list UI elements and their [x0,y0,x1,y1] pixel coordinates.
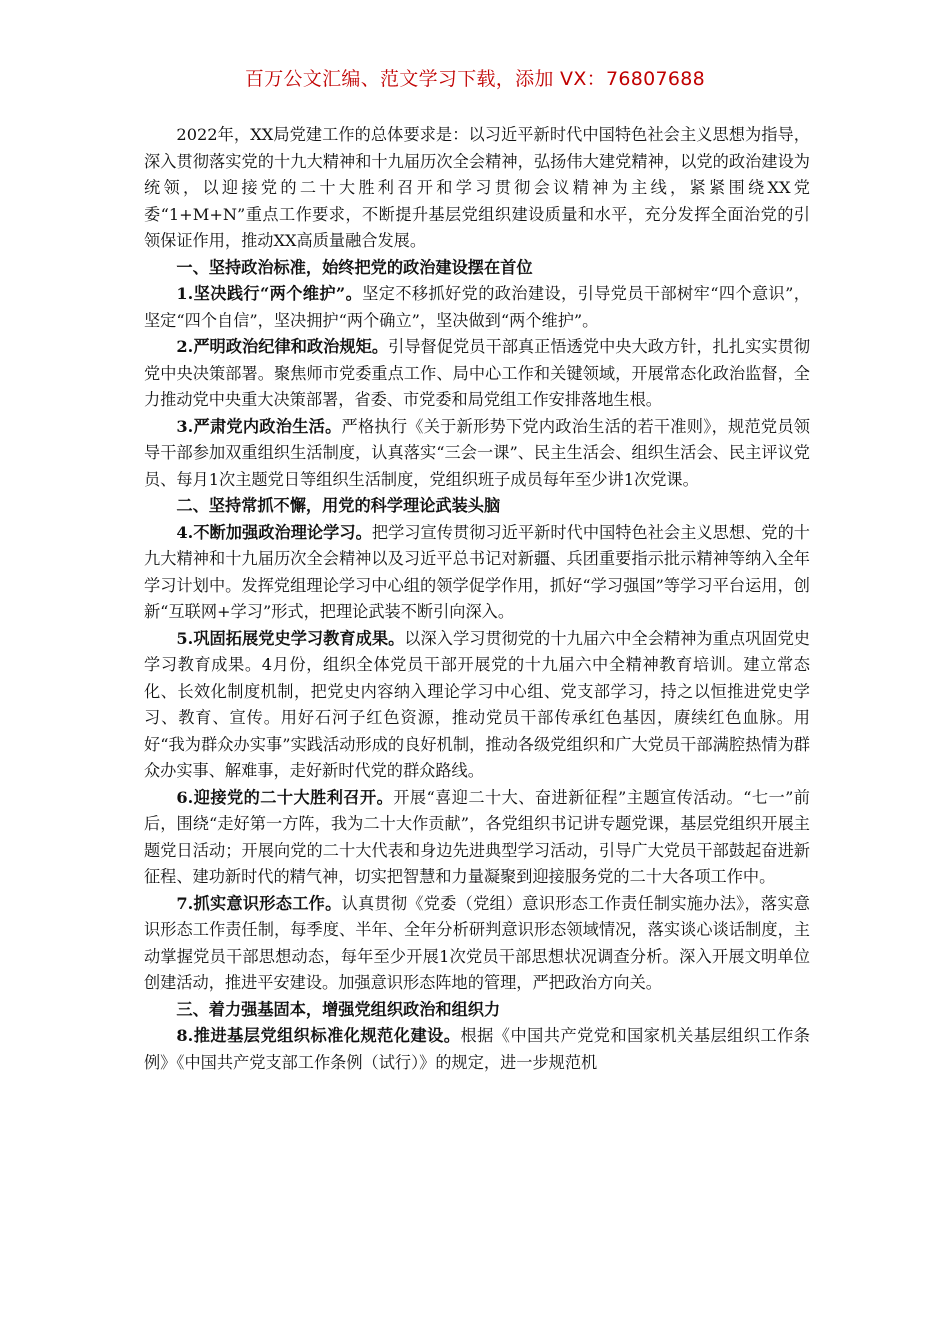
paragraph-7 [144,891,810,997]
paragraph-7-lead: 7.抓实意识形态工作。 [176,893,342,913]
paragraph-6 [144,785,810,891]
paragraph-6-lead: 6.迎接党的二十大胜利召开。 [176,787,394,807]
paragraph-5-lead: 5.巩固拓展党史学习教育成果。 [176,628,405,648]
paragraph-8-body: 根据《中国共产党党和国家机关基层组织工作条例》《中国共产党支部工作条例（试行）》的规定，进一步规范机 [144,1026,810,1072]
paragraph-6-body: 开展“喜迎二十大、奋进新征程”主题宣传活动。“七一”前后，围绕“走好第一方阵，我为二十大作贡献”，各党组织书记讲专题党课，基层党组织开展主题党日活动；开展向党的二十大代表和身边先进典型学习活动，引导广大党员干部鼓起奋进新征程、建功新时代的精气神，切实把智慧和力量凝聚到迎接服务党的二十大各项工作中。 [144,787,810,886]
intro-paragraph: 2022年，XX局党建工作的总体要求是：以习近平新时代中国特色社会主义思想为指导，深入贯彻落实党的十九大精神和十九届历次全会精神，弘扬伟大建党精神，以党的政治建设为统领，以迎接党的二十大胜利召开和学习贯彻会议精神为主线，紧紧围绕XX党委“1+M+N”重点工作要求，不断提升基层党组织建设质量和水平，充分发挥全面治党的引领保证作用，推动XX高质量融合发展。 [144,125,810,250]
section-heading-1: 一、坚持政治标准，始终把党的政治建设摆在首位 [176,257,533,277]
paragraph-5-body: 以深入学习贯彻党的十九届六中全会精神为重点巩固党史学习教育成果。4月份，组织全体党员干部开展党的十九届六中全精神教育培训。建立常态化、长效化制度机制，把党史内容纳入理论学习中心组、党支部学习，持之以恒推进党史学习、教育、宣传。用好石河子红色资源，推动党员干部传承红色基因，赓续红色血脉。用好“我为群众办实事”实践活动形成的良好机制，推动各级党组织和广大党员干部满腔热情为群众办实事、解难事，走好新时代党的群众路线。 [144,628,810,780]
paragraph-1-body: 坚定不移抓好党的政治建设，引导党员干部树牢“四个意识”，坚定“四个自信”，坚决拥护“两个确立”，坚决做到“两个维护”。 [144,284,810,330]
paragraph-3-body: 严格执行《关于新形势下党内政治生活的若干准则》，规范党员领导干部参加双重组织生活制度，认真落实“三会一课”、民主生活会、组织生活会、民主评议党员、每月1次主题党日等组织生活制度，党组织班子成员每年至少讲1次党课。 [144,416,810,489]
paragraph-4-lead: 4.不断加强政治理论学习。 [176,522,372,542]
paragraph-3 [144,414,810,494]
paragraph-4-body: 把学习宣传贯彻习近平新时代中国特色社会主义思想、党的十九大精神和十九届历次全会精神以及习近平总书记对新疆、兵团重要指示批示精神等纳入全年学习计划中。发挥党组理论学习中心组的领学促学作用，抓好“学习强国”等学习平台运用，创新“互联网+学习”形式，把理论武装不断引向深入。 [144,522,810,621]
paragraph-8-lead: 8.推进基层党组织标准化规范化建设。 [176,1026,461,1045]
section-heading-3: 三、着力强基固本，增强党组织政治和组织力 [176,999,501,1019]
paragraph-1 [144,281,810,334]
paragraph-5 [144,626,810,785]
paragraph-7-body: 认真贯彻《党委（党组）意识形态工作责任制实施办法》，落实意识形态工作责任制，每季度、半年、全年分析研判意识形态领域情况，落实谈心谈话制度，主动掌握党员干部思想动态，每年至少开展1次党员干部思想状况调查分析。深入开展文明单位创建活动，推进平安建设。加强意识形态阵地的管理，严把政治方向关。 [144,893,810,992]
document-body [144,122,810,1076]
paragraph-2-lead: 2.严明政治纪律和政治规矩。 [176,337,389,356]
paragraph-8 [144,1023,810,1076]
paragraph-1-lead: 1.坚决践行“两个维护”。 [176,284,363,303]
header-banner: 百万公文汇编、范文学习下载，添加 VX：76807688 [244,68,706,90]
paragraph-3-lead: 3.严肃党内政治生活。 [176,416,342,436]
paragraph-2-body: 引导督促党员干部真正悟透党中央大政方针，扎扎实实贯彻党中央决策部署。聚焦师市党委重点工作、局中心工作和关键领域，开展常态化政治监督，全力推动党中央重大决策部署，省委、市党委和局党组工作安排落地生根。 [144,337,811,409]
section-heading-2: 二、坚持常抓不懈，用党的科学理论武装头脑 [176,496,501,515]
paragraph-2 [144,334,810,414]
paragraph-4 [144,520,810,626]
